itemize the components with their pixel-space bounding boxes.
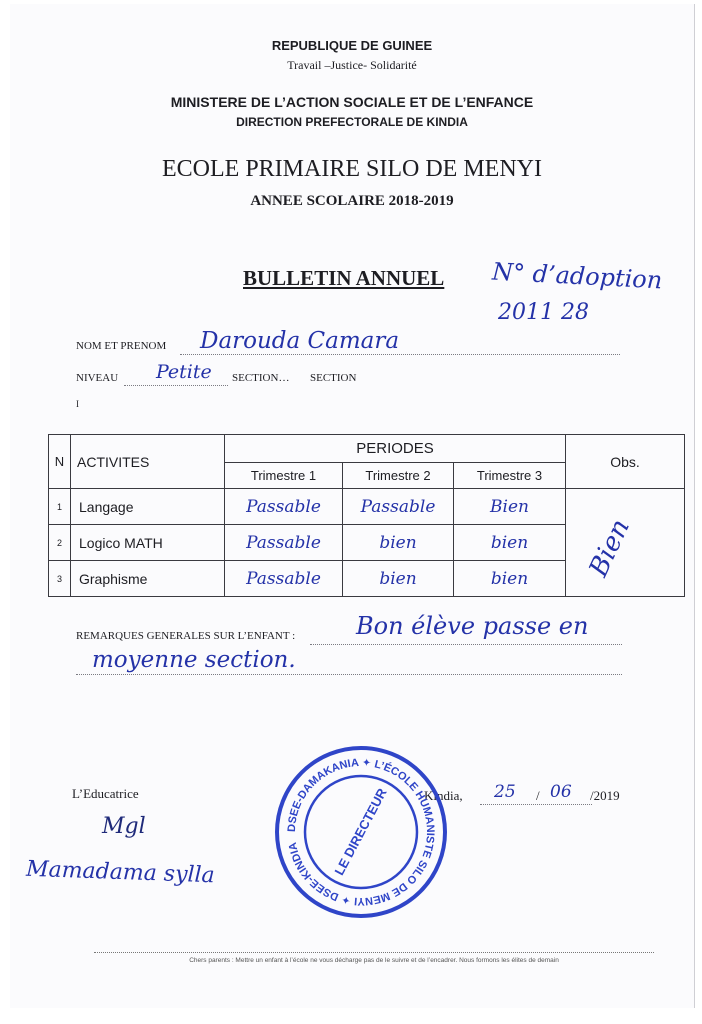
ministry-title: MINISTERE DE L’ACTION SOCIALE ET DE L’ENFANCE xyxy=(170,94,534,110)
col-n-header: N xyxy=(49,435,71,489)
row-grade-t1: Passable xyxy=(225,525,343,561)
date-dotted-line xyxy=(480,804,592,805)
col-activites-header: ACTIVITES xyxy=(71,435,225,489)
date-month: 06 xyxy=(550,782,572,802)
bulletin-sheet xyxy=(10,4,695,1008)
educatrice-name: Mamadama sylla xyxy=(25,856,216,889)
footer-note: Chers parents : Mettre un enfant à l’école ne vous décharge pas de le suivre et de l’encadrer. Nous formons les élites de demain xyxy=(189,957,559,964)
col-periodes-header: PERIODES xyxy=(225,435,566,463)
school-year: ANNEE SCOLAIRE 2018-2019 xyxy=(250,193,454,209)
educatrice-label: L’Educatrice xyxy=(72,786,139,801)
stamp-center-text: LE DIRECTEUR xyxy=(331,785,390,878)
direction-title: DIRECTION PREFECTORALE DE KINDIA xyxy=(236,115,468,129)
date-day: 25 xyxy=(494,782,516,802)
row-grade-t2: bien xyxy=(343,561,454,597)
director-stamp xyxy=(273,744,449,920)
student-name: Darouda Camara xyxy=(200,328,400,354)
remarks-dotted-line-1 xyxy=(310,644,622,645)
col-trimestre-2: Trimestre 2 xyxy=(343,463,454,489)
grades-table xyxy=(48,434,685,597)
observation-cell xyxy=(566,489,685,597)
note-mark: I xyxy=(76,399,79,409)
level-label: NIVEAU xyxy=(76,372,119,384)
country-title: REPUBLIQUE DE GUINEE xyxy=(271,38,433,53)
stamp-ring-text: DSEE-DAMAKANIA ✦ L’ÉCOLE HUMANISTE SILO DE MENYI ✦ DSEE-KINDIA xyxy=(285,756,437,908)
row-grade-t2: bien xyxy=(343,525,454,561)
level-dotted-line xyxy=(124,385,228,386)
row-grade-t3: bien xyxy=(454,525,566,561)
footer-rule xyxy=(94,952,654,953)
observation-text: Bien xyxy=(583,514,636,582)
date-place: Kindia, xyxy=(424,788,463,803)
name-dotted-line xyxy=(180,354,620,355)
adoption-number: 2011 28 xyxy=(498,300,589,325)
remarks-line-1: Bon élève passe en xyxy=(356,612,589,640)
section-label: SECTION… xyxy=(232,372,290,384)
educatrice-initials: Mgl xyxy=(102,814,146,839)
remarks-dotted-line-2 xyxy=(76,674,622,675)
row-number: 1 xyxy=(49,489,71,525)
date-separator: / xyxy=(536,788,540,803)
remarks-label: REMARQUES GENERALES SUR L’ENFANT : xyxy=(76,630,296,642)
row-activity: Langage xyxy=(71,489,225,525)
student-level: Petite xyxy=(156,361,212,383)
remarks-line-2: moyenne section. xyxy=(92,647,296,673)
bulletin-title: BULLETIN ANNUEL xyxy=(243,266,445,290)
section-value: SECTION xyxy=(310,372,357,384)
row-activity: Graphisme xyxy=(71,561,225,597)
row-number: 2 xyxy=(49,525,71,561)
adoption-label: N° d’adoption xyxy=(491,257,663,295)
motto: Travail –Justice- Solidarité xyxy=(287,58,417,72)
row-grade-t3: bien xyxy=(454,561,566,597)
date-year: /2019 xyxy=(590,788,620,803)
name-label: NOM ET PRENOM xyxy=(76,340,167,352)
col-obs-header: Obs. xyxy=(566,435,685,489)
col-trimestre-3: Trimestre 3 xyxy=(454,463,566,489)
school-name: ECOLE PRIMAIRE SILO DE MENYI xyxy=(162,156,542,182)
table-row xyxy=(49,489,685,525)
row-grade-t1: Passable xyxy=(225,561,343,597)
row-number: 3 xyxy=(49,561,71,597)
row-grade-t3: Bien xyxy=(454,489,566,525)
row-activity: Logico MATH xyxy=(71,525,225,561)
col-trimestre-1: Trimestre 1 xyxy=(225,463,343,489)
row-grade-t2: Passable xyxy=(343,489,454,525)
row-grade-t1: Passable xyxy=(225,489,343,525)
